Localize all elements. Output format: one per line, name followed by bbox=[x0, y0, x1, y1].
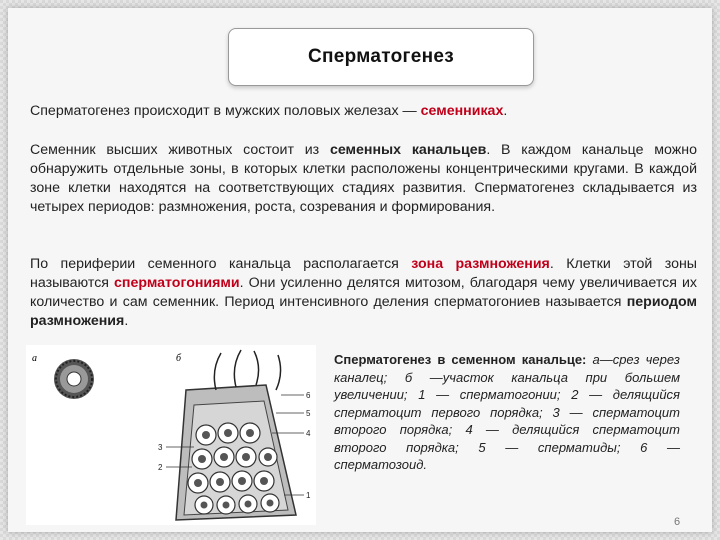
p3-bold: периодом размножения bbox=[30, 294, 697, 329]
title-box bbox=[228, 28, 534, 86]
p3-highlight-2: сперматогониями bbox=[114, 275, 240, 291]
figure-num-3: 3 bbox=[158, 443, 163, 452]
figure-num-1: 1 bbox=[306, 491, 311, 500]
figure-caption bbox=[334, 351, 680, 474]
page-number: 6 bbox=[674, 516, 681, 528]
figure-label-a: а bbox=[32, 353, 37, 364]
sperm-tail-3 bbox=[254, 351, 259, 385]
p3-text-3: . Они усиленно делятся митозом, благодаря чему увеличивается их количество и сам семенник. Период интенсивного деления сперматогониев называется bbox=[30, 275, 697, 310]
paragraph-1 bbox=[30, 102, 697, 121]
p3-text-1: По периферии семенного канальца располагается bbox=[30, 256, 412, 272]
figure-num-6: 6 bbox=[306, 391, 311, 400]
figure-drawing bbox=[26, 345, 316, 525]
p1-highlight: семенниках bbox=[420, 103, 504, 119]
sperm-tail-4 bbox=[276, 355, 281, 390]
slide-title: Сперматогенез bbox=[307, 46, 455, 67]
p3-text-2: . Клетки этой зоны называются bbox=[30, 256, 697, 291]
caption-title: Сперматогенез в семенном канальце: bbox=[334, 352, 587, 367]
caption-text: а—срез через каналец; б —участок канальца при большем увеличении; 1 — сперматогонии; 2 — делящийся сперматоцит первого порядка; 3 — сперматоцит второго порядка; 4 — делящийся сперматоцит второго порядка; 5 — сперматиды; 6 — сперматозоид. bbox=[334, 352, 680, 472]
figure-num-4: 4 bbox=[306, 429, 311, 438]
sperm-tail-1 bbox=[214, 353, 221, 390]
figure-label-b: б bbox=[176, 353, 182, 364]
p1-text: Сперматогенез происходит в мужских половых железах — bbox=[30, 103, 421, 119]
p3-text-4: . bbox=[124, 313, 129, 329]
p2-text-2: . В каждом канальце можно обнаружить отдельные зоны, в которых клетки расположены концентрическими кругами. В каждой зоне клетки находятся на соответствующих стадиях развития. Сперматогенез складывается из четырех периодов: размножения, роста, созревания и формирования. bbox=[30, 142, 697, 215]
spermatogenesis-figure bbox=[26, 345, 316, 525]
slide bbox=[8, 8, 712, 532]
cross-section-lumen bbox=[67, 372, 81, 386]
figure-num-5: 5 bbox=[306, 409, 311, 418]
sperm-tail-2 bbox=[234, 350, 241, 387]
p2-bold: семенных канальцев bbox=[329, 142, 487, 158]
paragraph-2 bbox=[30, 141, 697, 217]
figure-num-2: 2 bbox=[158, 463, 163, 472]
p3-highlight-1: зона размножения bbox=[411, 256, 550, 272]
p2-text-1: Семенник высших животных состоит из bbox=[30, 142, 330, 158]
p1-end: . bbox=[503, 103, 508, 119]
paragraph-3 bbox=[30, 255, 697, 331]
